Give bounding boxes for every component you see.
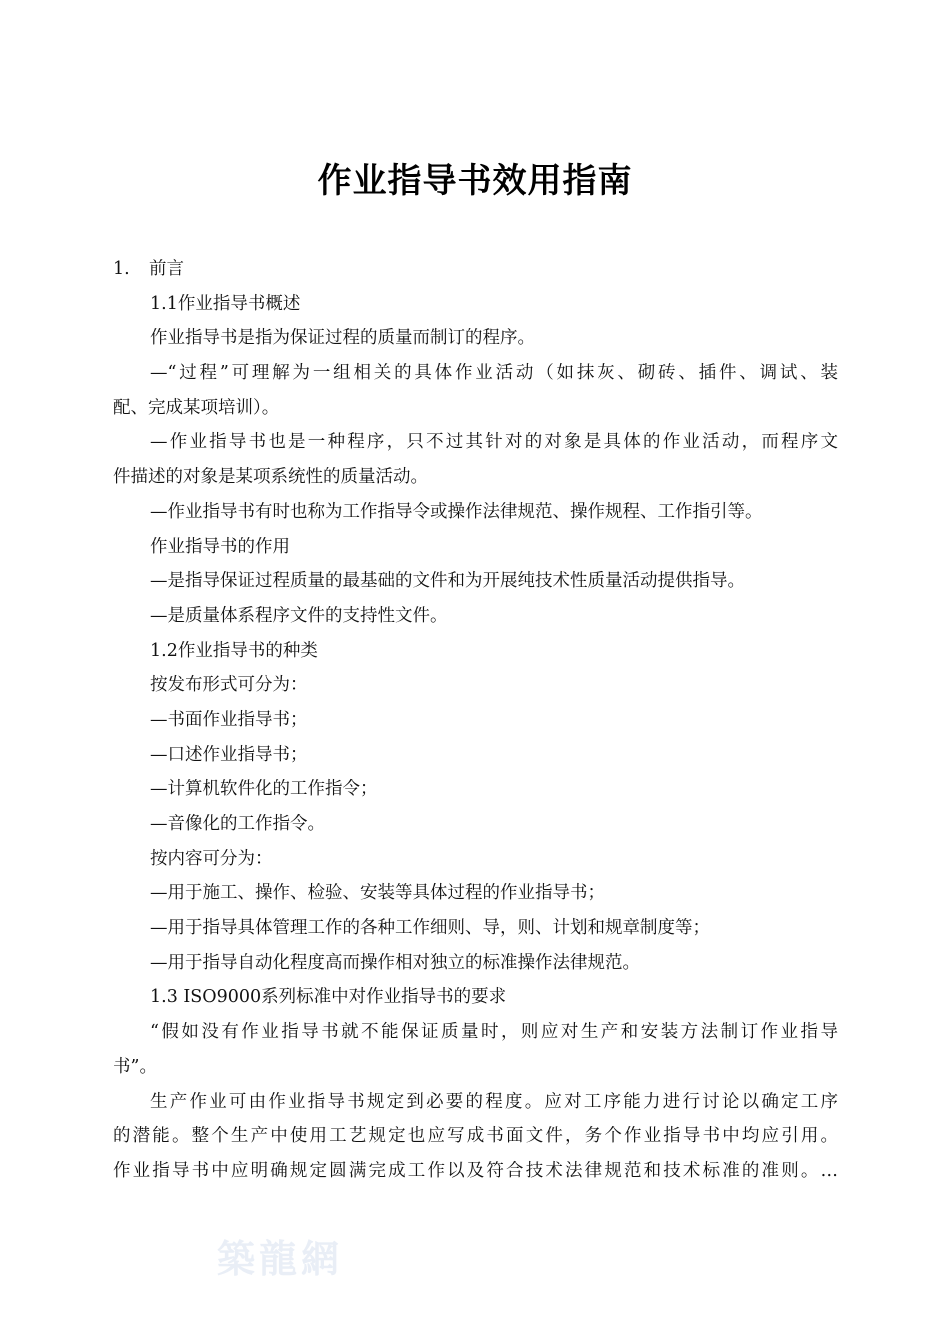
document-body — [113, 252, 838, 1189]
paragraph-line: 生产作业可由作业指导书规定到必要的程度。应对工序能力进行讨论以确定工序 — [150, 1091, 838, 1112]
subsection-heading: 1.2作业指导书的种类 — [150, 640, 318, 661]
list-item: —音像化的工作指令。 — [150, 814, 325, 834]
paragraph-line: “假如没有作业指导书就不能保证质量时，则应对生产和安装方法制订作业指导 — [150, 1022, 838, 1043]
list-item: —用于施工、操作、检验、安装等具体过程的作业指导书； — [150, 883, 605, 904]
paragraph-line: 配、完成某项培训）。 — [113, 397, 280, 418]
section-heading-1 — [113, 252, 838, 287]
paragraph-line: 按内容可分为： — [150, 848, 273, 869]
paragraph-line: 作业指导书中应明确规定圆满完成工作以及符合技术法律规范和技术标准的准则。… — [113, 1160, 838, 1181]
paragraph-line: 作业指导书是指为保证过程的质量而制订的程序。 — [150, 328, 535, 349]
section-number: 1. — [113, 259, 130, 279]
paragraph-line: —是质量体系程序文件的支持性文件。 — [150, 605, 448, 626]
paragraph-line: —作业指导书也是一种程序，只不过其针对的对象是具体的作业活动，而程序文 — [150, 432, 838, 453]
watermark: 築龍網 — [217, 1236, 344, 1281]
list-item: —用于指导自动化程度高而操作相对独立的标准操作法律规范。 — [150, 952, 640, 973]
paragraph-line: 按发布形式可分为： — [150, 675, 308, 696]
paragraph-line: —是指导保证过程质量的最基础的文件和为开展纯技术性质量活动提供指导。 — [150, 571, 745, 592]
subsection-heading: 1.1作业指导书概述 — [150, 293, 301, 314]
paragraph-line: 的潜能。整个生产中使用工艺规定也应写成书面文件，务个作业指导书中均应引用。 — [113, 1126, 838, 1147]
list-item: —口述作业指导书； — [150, 744, 308, 765]
section-label: 前言 — [149, 259, 184, 279]
list-item: —计算机软件化的工作指令； — [150, 779, 378, 800]
paragraph-line: —作业指导书有时也称为工作指导令或操作法律规范、操作规程、工作指引等。 — [150, 501, 763, 522]
list-item: —书面作业指导书； — [150, 709, 308, 730]
subsection-heading: 1.3 ISO9000系列标准中对作业指导书的要求 — [150, 987, 507, 1008]
paragraph-line: 作业指导书的作用 — [150, 536, 290, 557]
paragraph-line: 书”。 — [113, 1056, 157, 1077]
document-title: 作业指导书效用指南 — [317, 161, 633, 201]
paragraph-line: —“过程”可理解为一组相关的具体作业活动（如抹灰、砌砖、插件、调试、装 — [150, 363, 838, 384]
list-item: —用于指导具体管理工作的各种工作细则、导，则、计划和规章制度等； — [150, 918, 710, 939]
paragraph-line: 件描述的对象是某项系统性的质量活动。 — [113, 467, 428, 488]
